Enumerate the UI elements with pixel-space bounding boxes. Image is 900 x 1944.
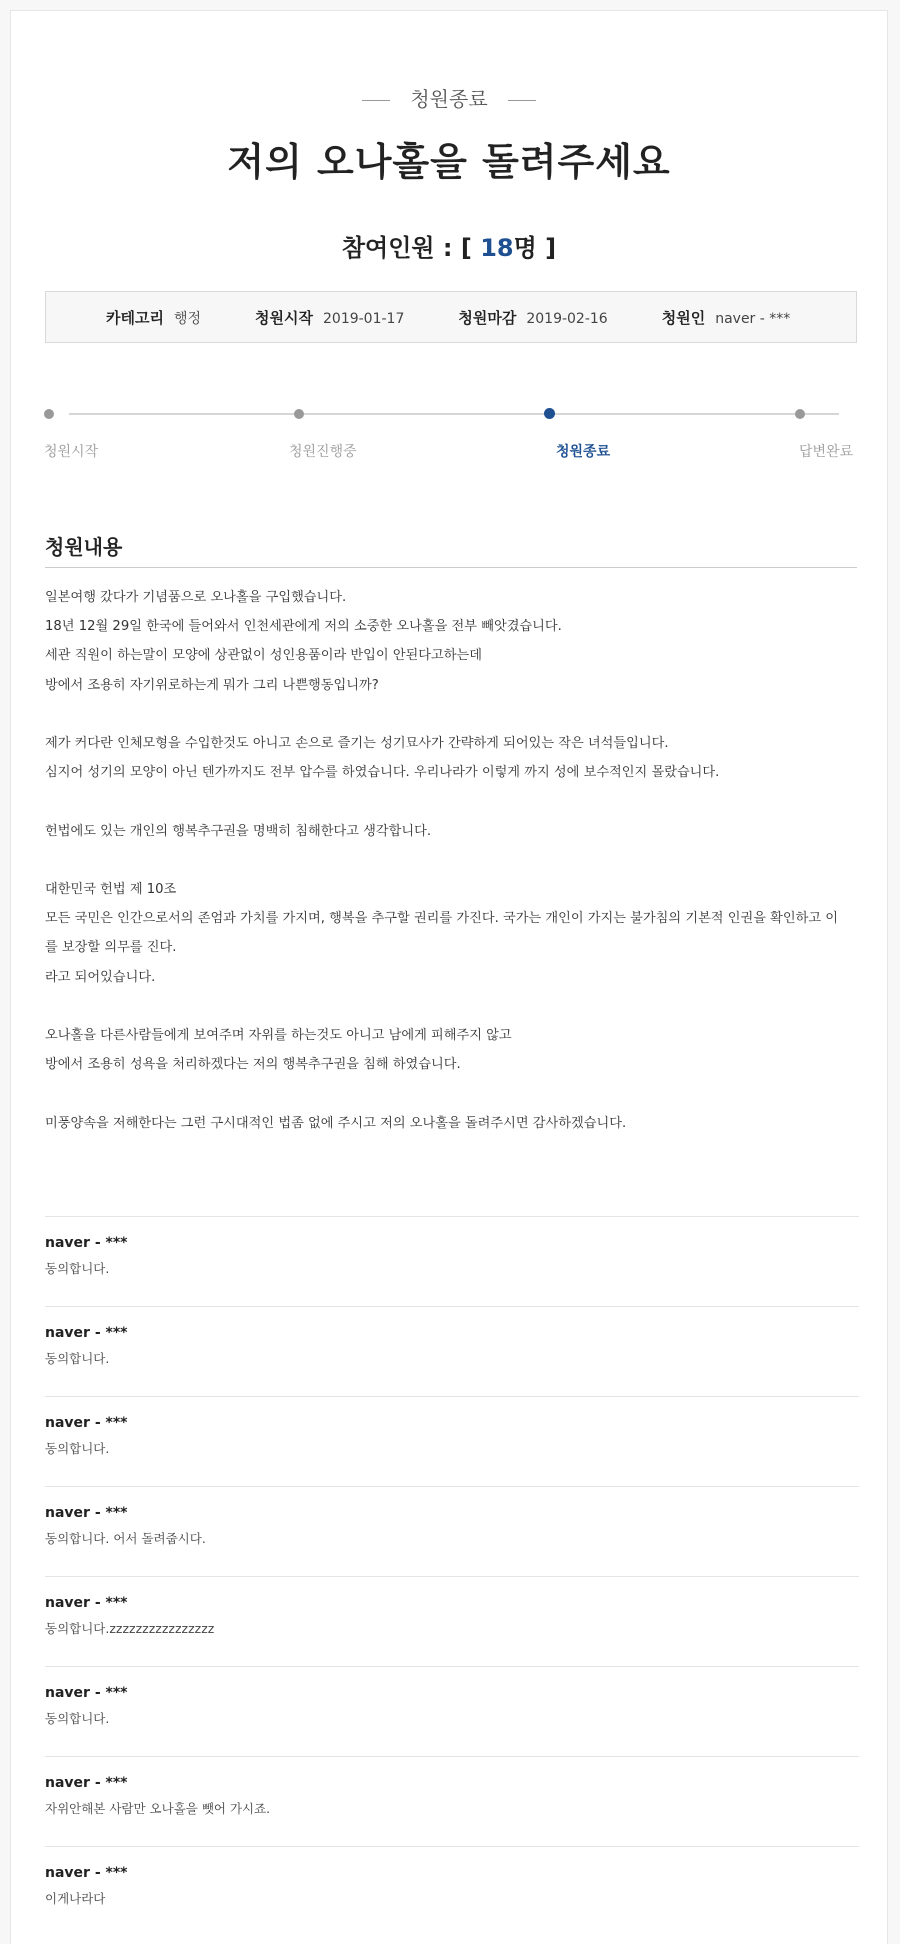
progress-dot-4	[795, 409, 805, 419]
comment-text: 자위안해본 사람만 오나홀을 뺏어 가시죠.	[45, 1801, 271, 1816]
content-line	[45, 846, 860, 875]
comment-text: 동의합니다.zzzzzzzzzzzzzzzz	[45, 1621, 215, 1636]
start-value: 2019-01-17	[323, 310, 405, 327]
content-line: 오나홀을 다른사람들에게 보여주며 자위를 하는것도 아니고 남에게 피해주지 않고	[45, 1027, 512, 1043]
content-line: 를 보장할 의무를 진다.	[45, 940, 177, 956]
comment-author: naver - ***	[45, 1325, 128, 1341]
comment-item	[45, 1306, 859, 1396]
progress-dot-3	[544, 408, 555, 419]
content-line: 제가 커다란 인체모형을 수입한것도 아니고 손으로 즐기는 성기묘사가 간략하게 되어있는 작은 녀석들입니다.	[45, 736, 669, 751]
progress-dot-2	[294, 409, 304, 419]
petition-card	[10, 10, 888, 1944]
comment-item	[45, 1486, 859, 1576]
participant-prefix: 참여인원 : [	[341, 234, 481, 262]
content-line	[45, 1079, 860, 1108]
comment-item	[45, 1756, 859, 1846]
section-divider	[45, 567, 857, 568]
content-line: 심지어 성기의 모양이 아닌 텐가까지도 전부 압수를 하였습니다. 우리나라가 이렇게 까지 성에 보수적인지 몰랐습니다.	[45, 765, 720, 781]
petition-status	[11, 83, 887, 112]
comment-author: naver - ***	[45, 1775, 128, 1791]
content-line: 모든 국민은 인간으로서의 존엄과 가치를 가지며, 행복을 추구할 권리를 가진다. 국가는 개인이 가지는 불가침의 기본적 인권을 확인하고 이	[45, 911, 839, 927]
step-label-1: 청원시작	[44, 444, 99, 460]
comment-author: naver - ***	[45, 1415, 128, 1431]
petition-info-box	[45, 291, 857, 343]
content-line: 미풍양속을 저해한다는 그런 구시대적인 법좀 없에 주시고 저의 오나홀을 돌려주시면 감사하겠습니다.	[45, 1115, 627, 1131]
category-label: 카테고리	[106, 308, 164, 327]
start-label: 청원시작	[255, 308, 313, 327]
info-end	[458, 307, 607, 328]
progress-dot-1	[44, 409, 54, 419]
comment-item	[45, 1576, 859, 1666]
content-line: 18년 12월 29일 한국에 들어와서 인천세관에게 저의 소중한 오나홀을 전부 빼앗겼습니다.	[45, 619, 562, 635]
page-gap	[0, 1190, 10, 1210]
comment-author: naver - ***	[45, 1685, 128, 1701]
content-line	[45, 992, 860, 1021]
petitioner-label: 청원인	[661, 308, 706, 327]
comment-item	[45, 1396, 859, 1486]
participant-suffix: 명 ]	[513, 234, 557, 262]
content-line: 대한민국 헌법 제 10조	[45, 881, 177, 897]
comment-list	[45, 1216, 859, 1936]
content-line	[45, 700, 860, 729]
content-line: 방에서 조용히 자기위로하는게 뭐가 그리 나쁜행동입니까?	[45, 677, 379, 693]
comment-author: naver - ***	[45, 1235, 128, 1251]
info-start	[255, 307, 404, 328]
comment-text: 동의합니다.	[45, 1711, 110, 1726]
petition-title: 저의 오나홀을 돌려주세요	[227, 140, 671, 184]
end-value: 2019-02-16	[526, 310, 608, 327]
comment-text: 동의합니다.	[45, 1261, 110, 1276]
content-line: 일본여행 갔다가 기념품으로 오나홀을 구입했습니다.	[45, 590, 347, 605]
content-section-title: 청원내용	[45, 535, 123, 559]
content-line	[45, 787, 860, 816]
comment-item	[45, 1216, 859, 1306]
petitioner-value: naver - ***	[715, 310, 791, 327]
content-line: 세관 직원이 하는말이 모양에 상관없이 성인용품이라 반입이 안된다고하는데	[45, 648, 482, 664]
status-line-left	[362, 100, 390, 101]
comment-text: 이게나라다	[45, 1891, 106, 1906]
comment-author: naver - ***	[45, 1595, 128, 1611]
comment-item	[45, 1666, 859, 1756]
status-line-right	[508, 100, 536, 101]
step-label-4: 답변완료	[799, 444, 854, 460]
petition-content	[45, 583, 860, 1138]
end-label: 청원마감	[458, 308, 517, 327]
category-value: 행정	[173, 310, 202, 327]
comment-text: 동의합니다.	[45, 1441, 110, 1456]
comment-text: 동의합니다.	[45, 1351, 110, 1366]
step-label-3: 청원종료	[556, 444, 611, 460]
comment-author: naver - ***	[45, 1505, 128, 1521]
info-petitioner	[662, 307, 791, 328]
comment-item	[45, 1846, 859, 1936]
comment-author: naver - ***	[45, 1865, 128, 1881]
content-line: 라고 되어있습니다.	[45, 969, 156, 985]
comment-text: 동의합니다. 어서 돌려줍시다.	[45, 1531, 206, 1546]
content-line: 헌법에도 있는 개인의 행복추구권을 명백히 침해한다고 생각합니다.	[45, 823, 432, 839]
participant-number: 18	[480, 234, 514, 262]
info-category	[106, 307, 201, 328]
participant-count	[11, 228, 887, 263]
status-label: 청원종료	[410, 87, 488, 111]
step-label-2: 청원진행중	[289, 444, 357, 460]
content-line: 방에서 조용히 성욕을 처리하겠다는 저의 행복추구권을 침해 하였습니다.	[45, 1057, 461, 1073]
progress-track	[69, 413, 839, 415]
